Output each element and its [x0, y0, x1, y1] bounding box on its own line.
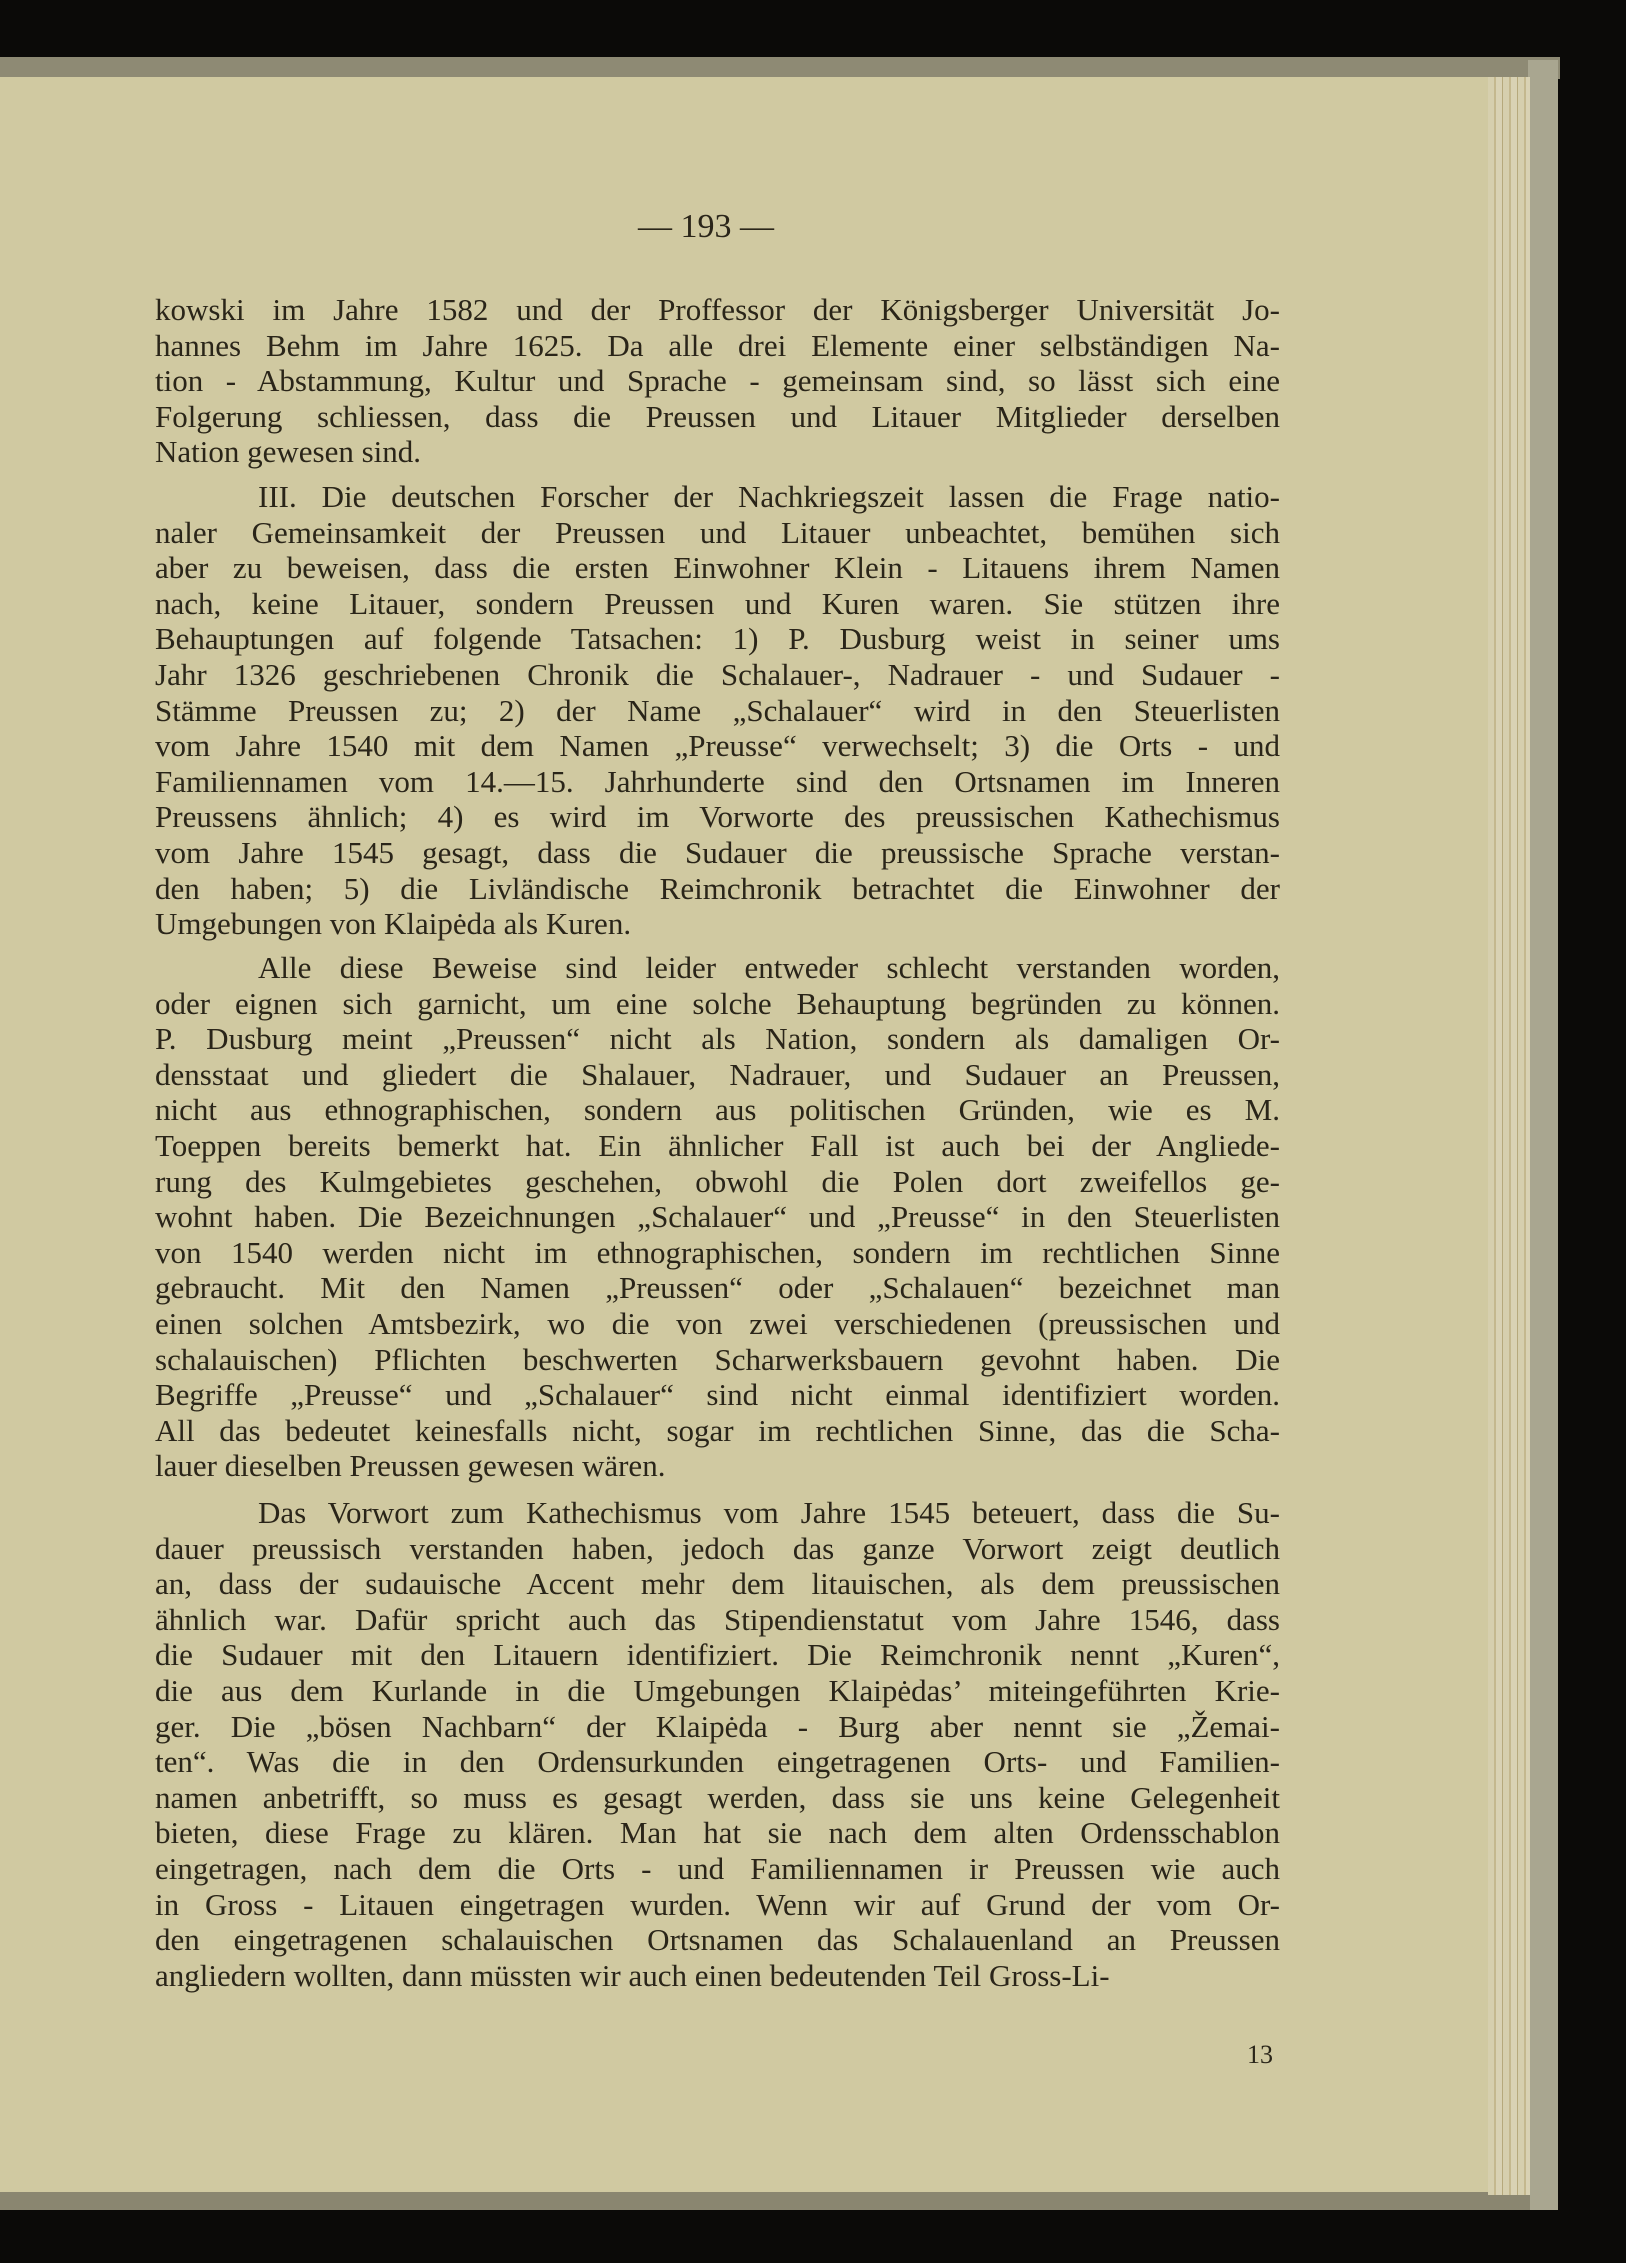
text-line: aber zu beweisen, dass die ersten Einwohner Klein - Litauens ihrem Namen: [155, 550, 1280, 586]
text-line: kowski im Jahre 1582 und der Proffessor der Königsberger Universität Jo-: [155, 292, 1280, 327]
text-line: vom Jahre 1540 mit dem Namen „Preusse“ verwechselt; 3) die Orts - und: [155, 728, 1280, 764]
text-line: Toeppen bereits bemerkt hat. Ein ähnlicher Fall ist auch bei der Angliede-: [155, 1128, 1280, 1163]
text-line: die aus dem Kurlande in die Umgebungen Klaipėdas’ miteingeführten Krie-: [155, 1673, 1280, 1708]
text-line: III. Die deutschen Forscher der Nachkriegszeit lassen die Frage natio-: [258, 479, 1280, 514]
text-line: Preussens ähnlich; 4) es wird im Vorworte des preussischen Kathechismus: [155, 799, 1280, 835]
text-line: tion - Abstammung, Kultur und Sprache - gemeinsam sind, so lässt sich eine: [155, 363, 1280, 399]
text-line: naler Gemeinsamkeit der Preussen und Litauer unbeachtet, bemühen sich: [155, 514, 1280, 550]
book-cover-top-edge: [0, 57, 1560, 79]
text-line: ten“. Was die in den Ordensurkunden eingetragenen Orts- und Familien-: [155, 1744, 1280, 1780]
book-cover-bottom-edge: [0, 2190, 1530, 2210]
text-line: Begriffe „Preusse“ und „Schalauer“ sind nicht einmal identifiziert worden.: [155, 1377, 1280, 1413]
text-line: angliedern wollten, dann müssten wir auch einen bedeutenden Teil Gross-Li-: [155, 1957, 1110, 1993]
text-line: Behauptungen auf folgende Tatsachen: 1) P. Dusburg weist in seiner ums: [155, 621, 1280, 657]
text-line: lauer dieselben Preussen gewesen wären.: [155, 1448, 666, 1484]
text-line: Stämme Preussen zu; 2) der Name „Schalauer“ wird in den Steuerlisten: [155, 692, 1280, 728]
text-line: namen anbetrifft, so muss es gesagt werden, dass sie uns keine Gelegenheit: [155, 1779, 1280, 1815]
signature-mark: 13: [1247, 2040, 1273, 2069]
text-line: Umgebungen von Klaipėda als Kuren.: [155, 906, 632, 942]
text-line: densstaat und gliedert die Shalauer, Nadrauer, und Sudauer an Preussen,: [155, 1056, 1280, 1092]
text-line: vom Jahre 1545 gesagt, dass die Sudauer die preussische Sprache verstan-: [155, 835, 1280, 870]
text-line: ger. Die „bösen Nachbarn“ der Klaipėda - Burg aber nennt sie „Žemai-: [155, 1708, 1280, 1744]
text-line: Alle diese Beweise sind leider entweder schlecht verstanden worden,: [258, 950, 1280, 985]
text-line: wohnt haben. Die Bezeichnungen „Schalauer“ und „Preusse“ in den Steuerlisten: [155, 1199, 1280, 1235]
text-line: Das Vorwort zum Kathechismus vom Jahre 1545 beteuert, dass die Su-: [258, 1495, 1280, 1530]
text-line: von 1540 werden nicht im ethnographischen, sondern im rechtlichen Sinne: [155, 1234, 1280, 1270]
text-line: All das bedeutet keinesfalls nicht, sogar im rechtlichen Sinne, das die Scha-: [155, 1412, 1280, 1448]
text-line: rung des Kulmgebietes geschehen, obwohl die Polen dort zweifellos ge-: [155, 1163, 1280, 1199]
text-line: ähnlich war. Dafür spricht auch das Stipendienstatut vom Jahre 1546, dass: [155, 1601, 1280, 1637]
text-line: nicht aus ethnographischen, sondern aus politischen Gründen, wie es M.: [155, 1092, 1280, 1128]
page-number: — 193 —: [638, 208, 774, 245]
text-line: schalauischen) Pflichten beschwerten Scharwerksbauern gevohnt haben. Die: [155, 1341, 1280, 1377]
text-line: an, dass der sudauische Accent mehr dem litauischen, als dem preussischen: [155, 1566, 1280, 1602]
book-cover-right-edge: [1528, 60, 1558, 2210]
text-line: P. Dusburg meint „Preussen“ nicht als Nation, sondern als damaligen Or-: [155, 1021, 1280, 1057]
text-line: gebraucht. Mit den Namen „Preussen“ oder „Schalauen“ bezeichnet man: [155, 1270, 1280, 1306]
text-line: einen solchen Amtsbezirk, wo die von zwei verschiedenen (preussischen und: [155, 1306, 1280, 1341]
text-line: die Sudauer mit den Litauern identifiziert. Die Reimchronik nennt „Kuren“,: [155, 1637, 1280, 1673]
text-line: oder eignen sich garnicht, um eine solche Behauptung begründen zu können.: [155, 985, 1280, 1021]
text-line: Folgerung schliessen, dass die Preussen und Litauer Mitglieder derselben: [155, 398, 1280, 434]
text-line: Familiennamen vom 14.—15. Jahrhunderte sind den Ortsnamen im Inneren: [155, 763, 1280, 799]
text-line: bieten, diese Frage zu klären. Man hat sie nach dem alten Ordensschablon: [155, 1815, 1280, 1851]
text-line: in Gross - Litauen eingetragen wurden. Wenn wir auf Grund der vom Or-: [155, 1886, 1280, 1922]
text-line: den eingetragenen schalauischen Ortsnamen das Schalauenland an Preussen: [155, 1922, 1280, 1958]
text-line: Nation gewesen sind.: [155, 434, 422, 470]
text-line: hannes Behm im Jahre 1625. Da alle drei Elemente einer selbständigen Na-: [155, 327, 1280, 363]
text-line: dauer preussisch verstanden haben, jedoch das ganze Vorwort zeigt deutlich: [155, 1530, 1280, 1566]
page-stack-edges: [1488, 77, 1530, 2195]
text-line: den haben; 5) die Livländische Reimchronik betrachtet die Einwohner der: [155, 870, 1280, 906]
text-line: eingetragen, nach dem die Orts - und Familiennamen ir Preussen wie auch: [155, 1851, 1280, 1886]
text-line: Jahr 1326 geschriebenen Chronik die Schalauer-, Nadrauer - und Sudauer -: [155, 657, 1280, 692]
text-line: nach, keine Litauer, sondern Preussen und Kuren waren. Sie stützen ihre: [155, 585, 1280, 621]
